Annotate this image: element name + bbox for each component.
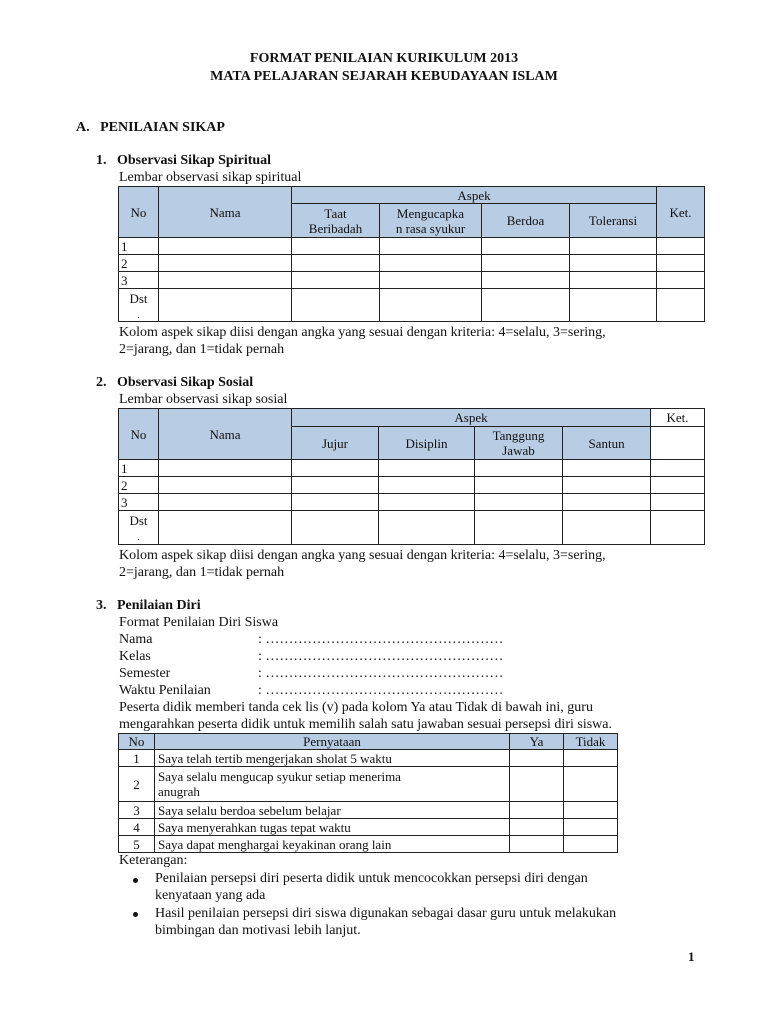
- header-pernyataan: Pernyataan: [155, 734, 510, 750]
- row-number: 3: [119, 272, 159, 289]
- item-number: 5: [119, 836, 155, 853]
- header-no: No: [119, 409, 159, 460]
- table-row: [119, 802, 618, 819]
- document-subtitle: MATA PELAJARAN SEJARAH KEBUDAYAAN ISLAM: [210, 69, 558, 84]
- header-mengucapkan-syukur: Mengucapka n rasa syukur: [380, 204, 482, 238]
- criteria-note-cont: 2=jarang, dan 1=tidak pernah: [119, 342, 285, 357]
- item-statement: Saya menyerahkan tugas tepat waktu: [155, 819, 510, 836]
- header-jujur: Jujur: [292, 427, 379, 460]
- tidak-checkbox-cell[interactable]: [564, 819, 618, 836]
- row-number: 1: [119, 460, 159, 477]
- table-row: [119, 819, 618, 836]
- field-value-nama[interactable]: : ……………………………………………: [258, 632, 504, 647]
- item-number: 4: [119, 819, 155, 836]
- tidak-checkbox-cell[interactable]: [564, 836, 618, 853]
- item-statement: Saya selalu berdoa sebelum belajar: [155, 802, 510, 819]
- table-row: [119, 511, 705, 545]
- row-number: 1: [119, 238, 159, 255]
- criteria-note: Kolom aspek sikap diisi dengan angka yang sesuai dengan kriteria: 4=selalu, 3=sering,: [119, 548, 606, 563]
- row-number: Dst .: [119, 511, 159, 545]
- document-title: FORMAT PENILAIAN KURIKULUM 2013: [249, 51, 519, 66]
- field-label-nama: Nama: [119, 632, 153, 647]
- subsection-heading-penilaian-diri: 3. Penilaian Diri: [96, 598, 201, 613]
- header-toleransi: Toleransi: [570, 204, 657, 238]
- table-row: [119, 477, 705, 494]
- field-value-kelas[interactable]: : ……………………………………………: [258, 649, 504, 664]
- table-row: [119, 272, 705, 289]
- header-disiplin: Disiplin: [379, 427, 475, 460]
- tidak-checkbox-cell[interactable]: [564, 750, 618, 767]
- header-santun: Santun: [563, 427, 651, 460]
- table-row: [119, 460, 705, 477]
- self-assessment-table: [118, 733, 618, 853]
- tidak-checkbox-cell[interactable]: [564, 767, 618, 802]
- header-tanggung-jawab: Tanggung Jawab: [475, 427, 563, 460]
- ya-checkbox-cell[interactable]: [510, 836, 564, 853]
- table-row: [119, 767, 618, 802]
- note-bullet-text: Hasil penilaian persepsi diri siswa digunakan sebagai dasar guru untuk melakukan: [155, 906, 617, 921]
- keterangan-label: Keterangan:: [119, 853, 188, 868]
- instruction-text-cont: mengarahkan peserta didik untuk memilih salah satu jawaban sesuai persepsi diri siswa.: [119, 717, 612, 732]
- table-row: [119, 255, 705, 272]
- header-berdoa: Berdoa: [482, 204, 570, 238]
- ya-checkbox-cell[interactable]: [510, 819, 564, 836]
- table-caption: Lembar observasi sikap sosial: [119, 392, 288, 407]
- table-row: [119, 836, 618, 853]
- criteria-note-cont: 2=jarang, dan 1=tidak pernah: [119, 565, 285, 580]
- spiritual-observation-table: [118, 186, 705, 322]
- social-observation-table: [118, 408, 705, 545]
- row-number: 2: [119, 255, 159, 272]
- header-no: No: [119, 187, 159, 238]
- header-aspek: Aspek: [292, 187, 657, 204]
- field-label-waktu: Waktu Penilaian: [119, 683, 211, 698]
- tidak-checkbox-cell[interactable]: [564, 802, 618, 819]
- row-number: 2: [119, 477, 159, 494]
- header-tidak: Tidak: [564, 734, 618, 750]
- note-bullet-text-cont: kenyataan yang ada: [155, 888, 266, 903]
- item-number: 3: [119, 802, 155, 819]
- item-statement: Saya selalu mengucap syukur setiap menerima anugrah: [155, 767, 510, 802]
- ya-checkbox-cell[interactable]: [510, 750, 564, 767]
- section-heading: A. PENILAIAN SIKAP: [76, 120, 225, 135]
- item-statement: Saya dapat menghargai keyakinan orang lain: [155, 836, 510, 853]
- header-aspek: Aspek: [292, 409, 651, 427]
- header-ket: Ket.: [651, 409, 705, 427]
- row-number: Dst .: [119, 289, 159, 322]
- bullet-icon: [133, 912, 138, 917]
- item-statement: Saya telah tertib mengerjakan sholat 5 waktu: [155, 750, 510, 767]
- table-row: [119, 494, 705, 511]
- header-ket: Ket.: [657, 187, 705, 238]
- table-row: [119, 750, 618, 767]
- table-row: [119, 289, 705, 322]
- header-nama: Nama: [159, 187, 292, 238]
- criteria-note: Kolom aspek sikap diisi dengan angka yang sesuai dengan kriteria: 4=selalu, 3=sering,: [119, 325, 606, 340]
- subsection-heading-sosial: 2. Observasi Sikap Sosial: [96, 375, 254, 390]
- row-number: 3: [119, 494, 159, 511]
- field-label-kelas: Kelas: [119, 649, 151, 664]
- header-nama: Nama: [159, 409, 292, 460]
- form-caption: Format Penilaian Diri Siswa: [119, 615, 279, 630]
- table-caption: Lembar observasi sikap spiritual: [119, 170, 302, 185]
- instruction-text: Peserta didik memberi tanda cek lis (v) pada kolom Ya atau Tidak di bawah ini, guru: [119, 700, 593, 715]
- field-value-waktu[interactable]: : ……………………………………………: [258, 683, 504, 698]
- header-no: No: [119, 734, 155, 750]
- field-value-semester[interactable]: : ……………………………………………: [258, 666, 504, 681]
- item-number: 1: [119, 750, 155, 767]
- page-number: 1: [688, 949, 695, 964]
- table-row: [119, 238, 705, 255]
- header-taat-beribadah: Taat Beribadah: [292, 204, 380, 238]
- note-bullet-text: Penilaian persepsi diri peserta didik untuk mencocokkan persepsi diri dengan: [155, 871, 588, 886]
- ya-checkbox-cell[interactable]: [510, 767, 564, 802]
- subsection-heading-spiritual: 1. Observasi Sikap Spiritual: [96, 153, 272, 168]
- note-bullet-text-cont: bimbingan dan motivasi lebih lanjut.: [155, 923, 361, 938]
- bullet-icon: [133, 878, 138, 883]
- item-number: 2: [119, 767, 155, 802]
- ya-checkbox-cell[interactable]: [510, 802, 564, 819]
- header-ya: Ya: [510, 734, 564, 750]
- field-label-semester: Semester: [119, 666, 171, 681]
